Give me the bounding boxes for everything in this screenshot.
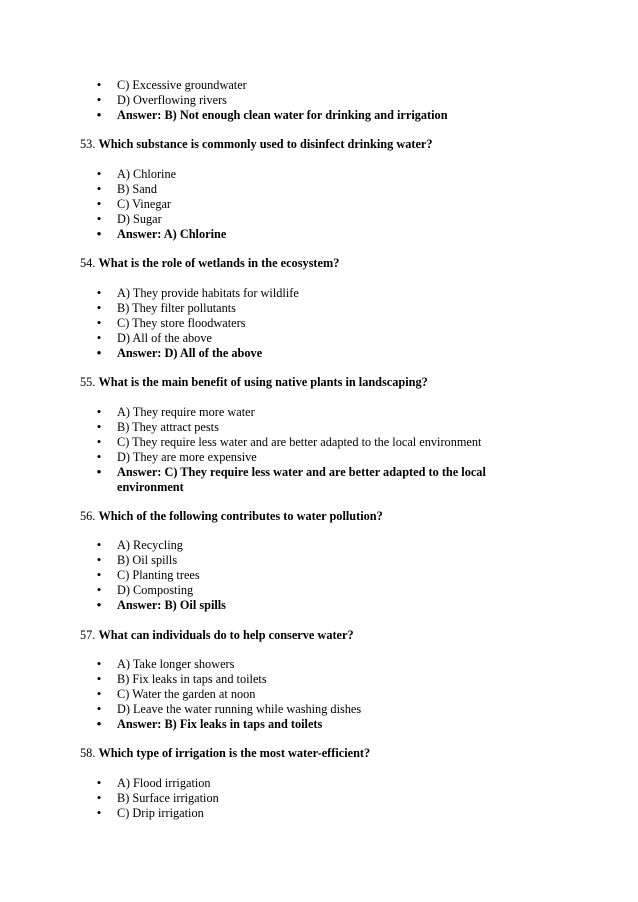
bullet-icon: • [96, 551, 102, 567]
list-item [0, 583, 638, 598]
bullet-icon: • [96, 180, 102, 196]
list-item [0, 806, 638, 821]
list-item [0, 687, 638, 702]
bullet-icon: • [96, 299, 102, 315]
bullet-icon: • [96, 670, 102, 686]
answer-text: Answer: A) Chlorine [117, 226, 227, 241]
option-text: B) Sand [117, 181, 157, 196]
option-text: A) Flood irrigation [117, 776, 211, 790]
question-number: 55. [80, 375, 96, 389]
answer-text: Answer: D) All of the above [117, 345, 263, 360]
bullet-icon: • [96, 195, 102, 211]
answer-text: Answer: B) Oil spills [117, 597, 226, 612]
option-text: A) Recycling [117, 538, 183, 552]
bullet-icon: • [96, 596, 102, 612]
bullet-icon: • [96, 463, 102, 479]
list-item [0, 167, 638, 182]
answer-text: Answer: B) Not enough clean water for drinking and irrigation [117, 107, 448, 122]
option-text: D) They are more expensive [117, 449, 257, 464]
question-heading [80, 628, 560, 643]
bullet-icon: • [96, 106, 102, 122]
list-item [0, 93, 638, 108]
answer-item [0, 465, 638, 495]
bullet-icon: • [96, 566, 102, 582]
list-item [0, 420, 638, 435]
question-text: What is the role of wetlands in the ecosystem? [98, 256, 340, 270]
option-text: C) Excessive groundwater [117, 78, 247, 92]
answer-item [0, 346, 638, 361]
question-text: What can individuals do to help conserve water? [98, 628, 354, 642]
option-text: C) Vinegar [117, 196, 172, 211]
question-number: 57. [80, 628, 96, 642]
bullet-icon: • [96, 210, 102, 226]
bullet-icon: • [96, 77, 102, 92]
option-list [0, 167, 638, 242]
bullet-icon: • [96, 166, 102, 181]
question-number: 56. [80, 509, 96, 523]
list-item [0, 450, 638, 465]
bullet-icon: • [96, 404, 102, 419]
option-list [0, 286, 638, 361]
bullet-icon: • [96, 225, 102, 241]
list-item [0, 212, 638, 227]
option-list [0, 78, 638, 123]
answer-item [0, 227, 638, 242]
option-text: D) All of the above [117, 330, 212, 345]
option-text: A) Take longer showers [117, 657, 235, 671]
question-text: Which of the following contributes to water pollution? [98, 509, 383, 523]
list-item [0, 568, 638, 583]
bullet-icon: • [96, 581, 102, 597]
option-text: B) Oil spills [117, 552, 178, 567]
option-text: B) Surface irrigation [117, 790, 219, 805]
option-text: C) They require less water and are better adapted to the local environment [117, 434, 482, 449]
option-text: D) Overflowing rivers [117, 92, 227, 107]
question-text: What is the main benefit of using native plants in landscaping? [98, 375, 428, 389]
bullet-icon: • [96, 418, 102, 434]
bullet-icon: • [96, 700, 102, 716]
bullet-icon: • [96, 537, 102, 552]
question-text: Which type of irrigation is the most water-efficient? [98, 746, 371, 760]
list-item [0, 316, 638, 331]
option-list [0, 538, 638, 613]
option-text: A) They provide habitats for wildlife [117, 286, 299, 300]
list-item [0, 78, 638, 93]
list-item [0, 776, 638, 791]
question-number: 58. [80, 746, 96, 760]
bullet-icon: • [96, 344, 102, 360]
bullet-icon: • [96, 433, 102, 449]
list-item [0, 405, 638, 420]
question-heading [80, 746, 560, 761]
option-list [0, 405, 638, 494]
list-item [0, 435, 638, 450]
option-text: C) They store floodwaters [117, 315, 246, 330]
list-item [0, 182, 638, 197]
option-text: B) They attract pests [117, 419, 219, 434]
answer-text: Answer: B) Fix leaks in taps and toilets [117, 716, 323, 731]
option-text: D) Sugar [117, 211, 162, 226]
answer-text: Answer: C) They require less water and are better adapted to the local environment [117, 464, 486, 494]
question-heading [80, 256, 560, 271]
bullet-icon: • [96, 715, 102, 731]
bullet-icon: • [96, 329, 102, 345]
bullet-icon: • [96, 285, 102, 300]
answer-item [0, 598, 638, 613]
bullet-icon: • [96, 448, 102, 464]
list-item [0, 702, 638, 717]
question-text: Which substance is commonly used to disinfect drinking water? [98, 137, 433, 151]
list-item [0, 286, 638, 301]
list-item [0, 197, 638, 212]
option-text: B) Fix leaks in taps and toilets [117, 671, 267, 686]
question-heading [80, 137, 560, 152]
option-text: C) Drip irrigation [117, 805, 204, 820]
list-item [0, 538, 638, 553]
option-text: A) They require more water [117, 405, 255, 419]
bullet-icon: • [96, 789, 102, 805]
option-text: B) They filter pollutants [117, 300, 236, 315]
option-list [0, 776, 638, 821]
list-item [0, 553, 638, 568]
question-number: 53. [80, 137, 96, 151]
option-text: D) Leave the water running while washing dishes [117, 701, 362, 716]
bullet-icon: • [96, 775, 102, 790]
question-heading [80, 509, 560, 524]
list-item [0, 672, 638, 687]
list-item [0, 331, 638, 346]
question-heading [80, 375, 560, 390]
option-text: D) Composting [117, 582, 194, 597]
option-text: A) Chlorine [117, 167, 177, 181]
bullet-icon: • [96, 91, 102, 107]
list-item [0, 791, 638, 806]
bullet-icon: • [96, 314, 102, 330]
option-text: C) Water the garden at noon [117, 686, 256, 701]
bullet-icon: • [96, 685, 102, 701]
list-item [0, 301, 638, 316]
option-text: C) Planting trees [117, 567, 200, 582]
option-list [0, 657, 638, 732]
list-item [0, 657, 638, 672]
question-number: 54. [80, 256, 96, 270]
answer-item [0, 108, 638, 123]
bullet-icon: • [96, 804, 102, 820]
bullet-icon: • [96, 656, 102, 671]
answer-item [0, 717, 638, 732]
